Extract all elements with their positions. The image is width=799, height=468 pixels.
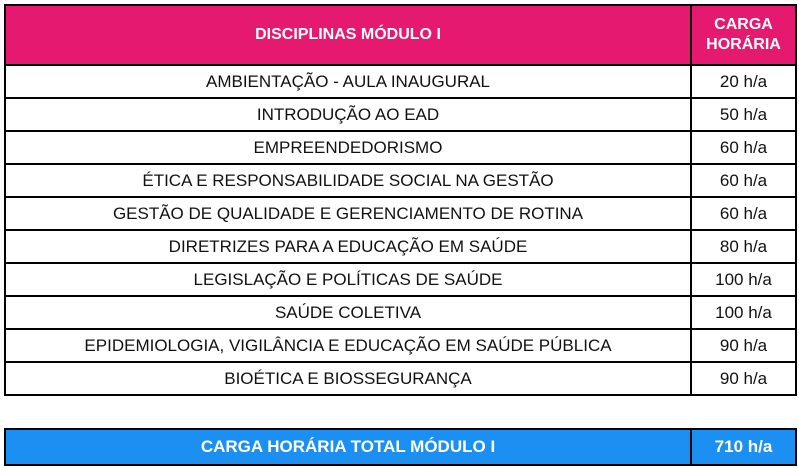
table-row [5,263,796,296]
hours-column-header [691,5,796,65]
discipline-name: EMPREENDEDORISMO [5,131,691,164]
discipline-hours: 60 h/a [691,197,796,230]
table-row [5,197,796,230]
module-curriculum-table [4,4,797,396]
discipline-name: EPIDEMIOLOGIA, VIGILÂNCIA E EDUCAÇÃO EM SAÚDE PÚBLICA [5,329,691,362]
hours-header-line1: CARGA [714,16,773,33]
total-hours: 710 h/a [691,429,796,465]
table-row [5,329,796,362]
discipline-hours: 50 h/a [691,98,796,131]
discipline-hours: 20 h/a [691,65,796,98]
module-total-table [4,428,797,466]
discipline-column-header: DISCIPLINAS MÓDULO I [5,5,691,65]
table-row [5,230,796,263]
discipline-name: AMBIENTAÇÃO - AULA INAUGURAL [5,65,691,98]
discipline-name: SAÚDE COLETIVA [5,296,691,329]
discipline-hours: 90 h/a [691,362,796,395]
discipline-name: INTRODUÇÃO AO EAD [5,98,691,131]
discipline-name: ÉTICA E RESPONSABILIDADE SOCIAL NA GESTÃO [5,164,691,197]
discipline-hours: 80 h/a [691,230,796,263]
table-row [5,362,796,395]
hours-header-line2: HORÁRIA [706,36,781,53]
discipline-name: DIRETRIZES PARA A EDUCAÇÃO EM SAÚDE [5,230,691,263]
discipline-hours: 100 h/a [691,296,796,329]
table-row [5,65,796,98]
discipline-hours: 90 h/a [691,329,796,362]
table-row [5,131,796,164]
discipline-hours: 100 h/a [691,263,796,296]
total-label: CARGA HORÁRIA TOTAL MÓDULO I [5,429,691,465]
table-row [5,296,796,329]
total-row [5,429,796,465]
table-header-row [5,5,796,65]
discipline-name: GESTÃO DE QUALIDADE E GERENCIAMENTO DE ROTINA [5,197,691,230]
table-row [5,164,796,197]
table-row [5,98,796,131]
discipline-name: BIOÉTICA E BIOSSEGURANÇA [5,362,691,395]
discipline-hours: 60 h/a [691,164,796,197]
discipline-name: LEGISLAÇÃO E POLÍTICAS DE SAÚDE [5,263,691,296]
discipline-hours: 60 h/a [691,131,796,164]
